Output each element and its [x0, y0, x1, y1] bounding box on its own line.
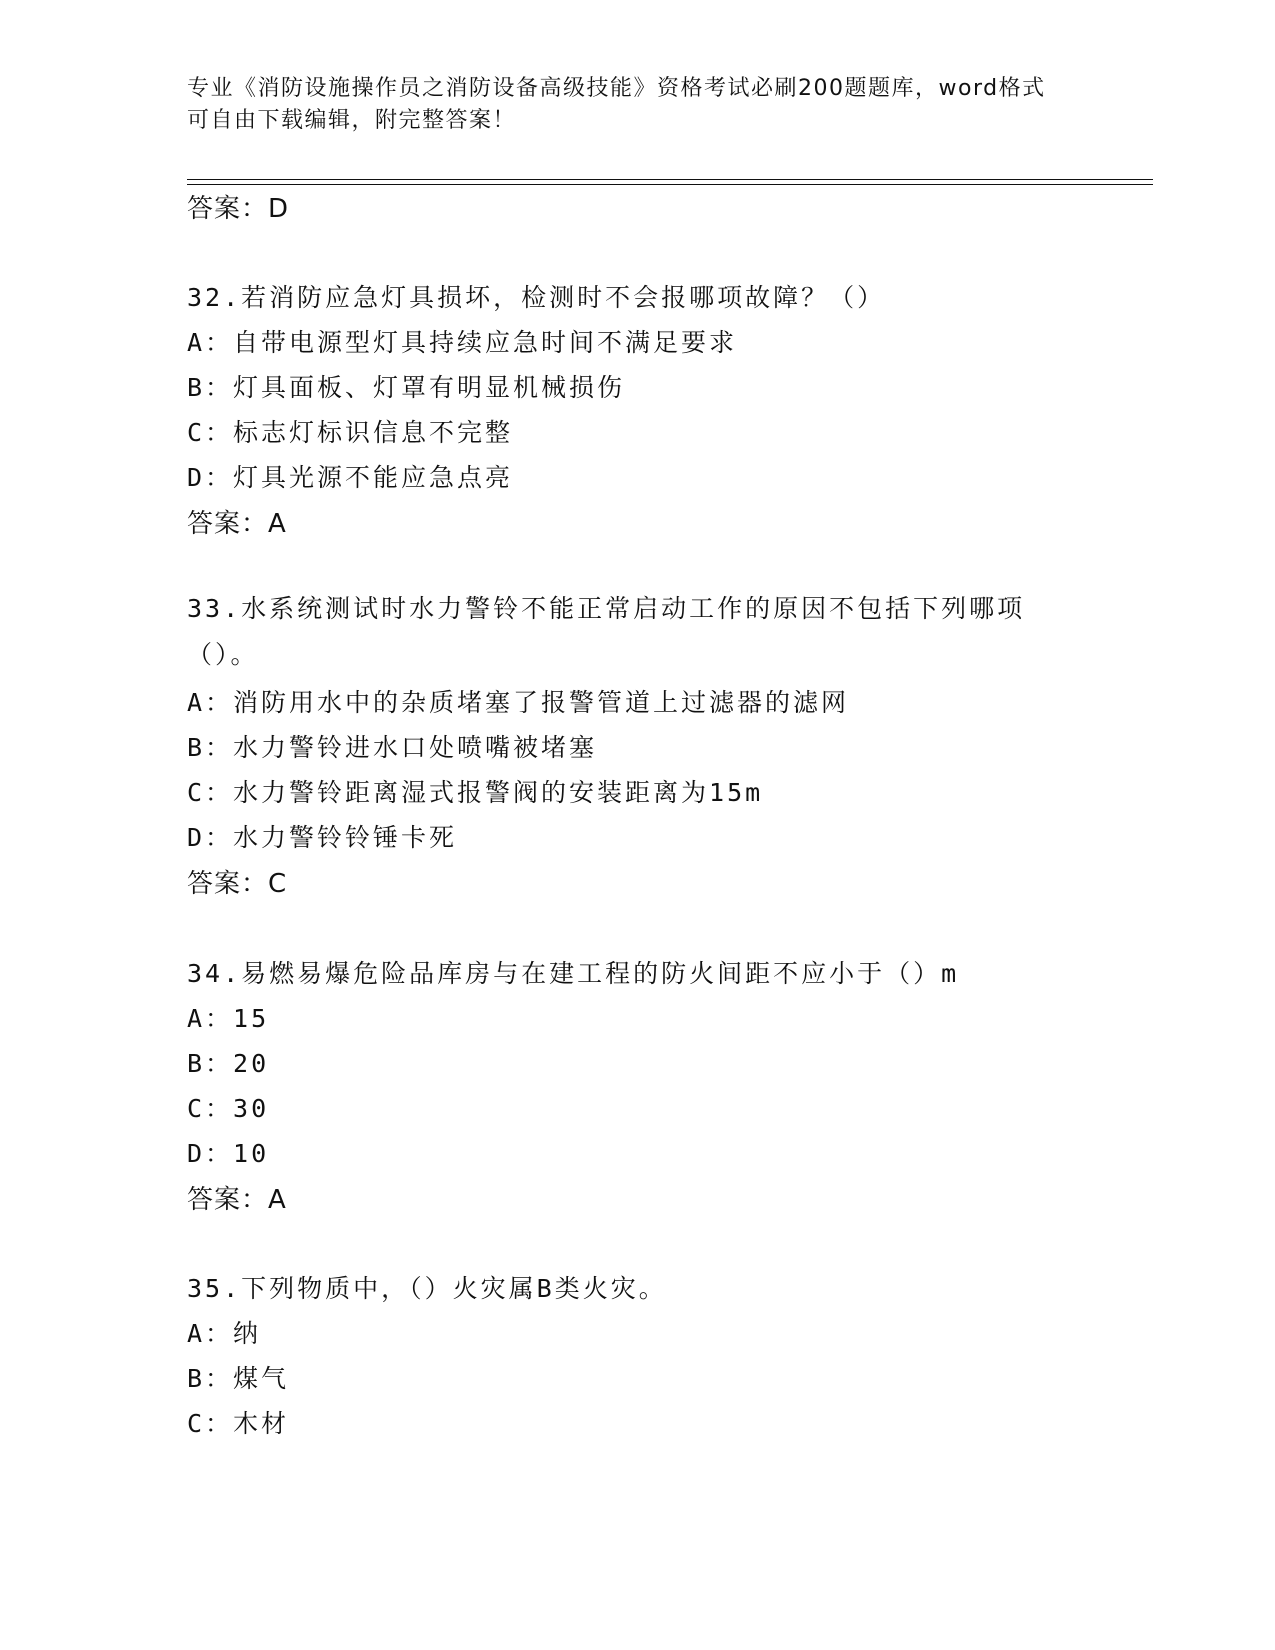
- question-stem: 35.下列物质中，（）火灾属B类火灾。: [187, 1274, 667, 1303]
- header-divider-bottom: [187, 184, 1153, 185]
- option-c: C：木材: [187, 1409, 290, 1438]
- answer: 答案：A: [187, 509, 287, 539]
- option-b: B：20: [187, 1049, 270, 1078]
- option-b: B：水力警铃进水口处喷嘴被堵塞: [187, 733, 598, 762]
- option-d: D：10: [187, 1139, 270, 1168]
- option-c: C：水力警铃距离湿式报警阀的安装距离为15m: [187, 778, 764, 807]
- option-d: D：灯具光源不能应急点亮: [187, 463, 514, 492]
- option-b: B：煤气: [187, 1364, 290, 1393]
- option-d: D：水力警铃铃锤卡死: [187, 823, 458, 852]
- option-a: A：自带电源型灯具持续应急时间不满足要求: [187, 328, 738, 357]
- option-a: A：纳: [187, 1319, 262, 1348]
- answer: 答案：A: [187, 1185, 287, 1215]
- option-a: A：消防用水中的杂质堵塞了报警管道上过滤器的滤网: [187, 688, 850, 717]
- document-header: 专业《消防设施操作员之消防设备高级技能》资格考试必刷200题题库，word格式可自由下载编辑，附完整答案！: [187, 76, 1046, 133]
- header-divider-top: [187, 179, 1153, 180]
- question-stem: 34.易燃易爆危险品库房与在建工程的防火间距不应小于（）m: [187, 959, 960, 988]
- answer: 答案：C: [187, 869, 288, 899]
- option-c: C：30: [187, 1094, 270, 1123]
- option-c: C：标志灯标识信息不完整: [187, 418, 514, 447]
- question-stem: 33.水系统测试时水力警铃不能正常启动工作的原因不包括下列哪项（）。: [187, 594, 1026, 669]
- previous-answer: 答案：D: [187, 194, 290, 224]
- option-a: A：15: [187, 1004, 270, 1033]
- option-b: B：灯具面板、灯罩有明显机械损伤: [187, 373, 626, 402]
- question-stem: 32.若消防应急灯具损坏，检测时不会报哪项故障？（）: [187, 283, 886, 312]
